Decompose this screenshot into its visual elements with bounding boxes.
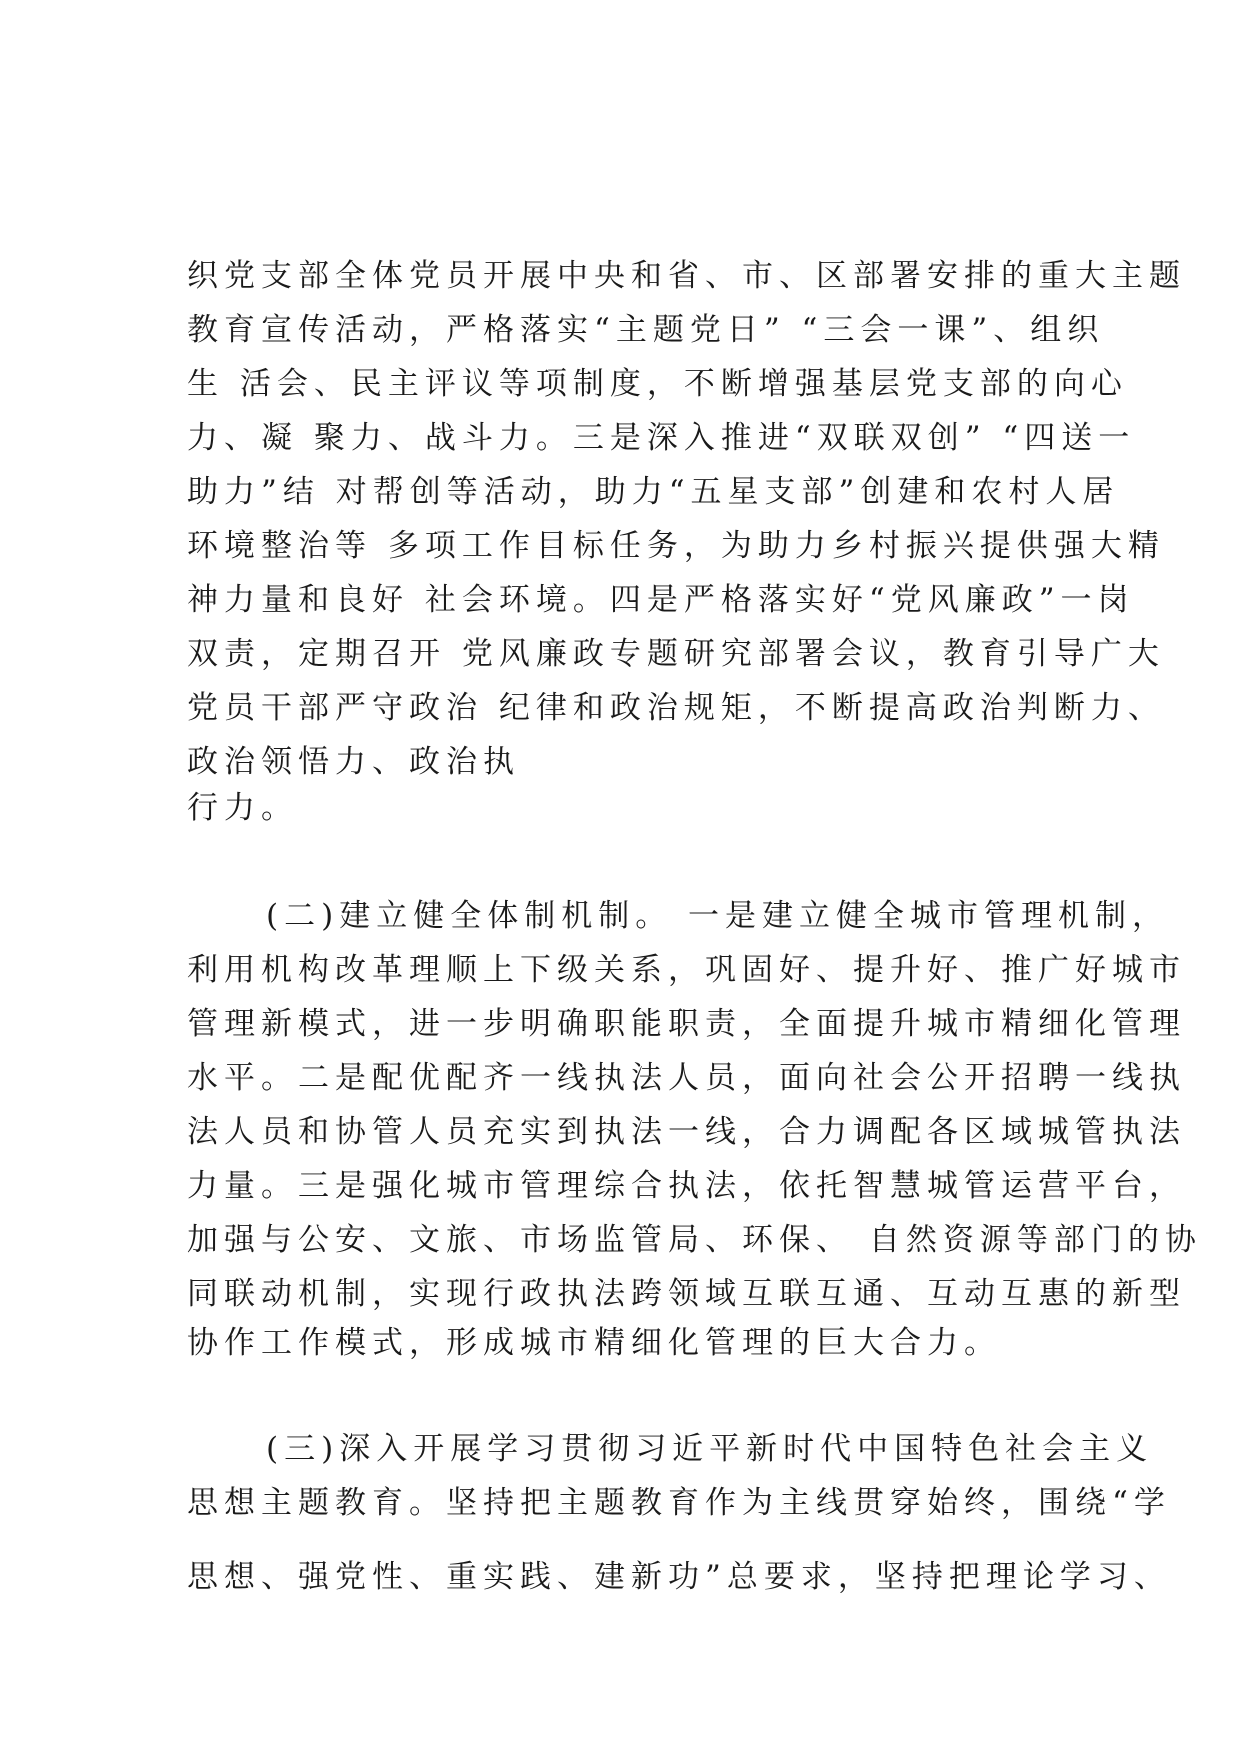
paragraph-1-line: 力、凝 聚力、战斗力。三是深入推进“双联双创” “四送一	[187, 420, 1136, 456]
paragraph-2-tail	[187, 1316, 1067, 1370]
paragraph-3-line: 思想主题教育。坚持把主题教育作为主线贯穿始终，围绕“学	[187, 1485, 1171, 1521]
paragraph-1-line: 政治领悟力、政治执	[187, 744, 520, 780]
paragraph-2-line: 法人员和协管人员充实到执法一线，合力调配各区域城管执法	[187, 1114, 1186, 1150]
paragraph-1-line: 神力量和良好 社会环境。四是严格落实好“党风廉政”一岗	[187, 582, 1135, 618]
paragraph-1-line: 生 活会、民主评议等项制度，不断增强基层党支部的向心	[187, 366, 1128, 402]
paragraph-2-line: 加强与公安、文旅、市场监管局、环保、 自然资源等部门的协	[187, 1222, 1202, 1258]
paragraph-1-line: 行力。	[187, 790, 298, 826]
paragraph-1-line: 教育宣传活动，严格落实“主题党日” “三会一课”、组织	[187, 312, 1105, 348]
paragraph-2-line: 同联动机制，实现行政执法跨领域互联互通、互动互惠的新型	[187, 1276, 1186, 1312]
paragraph-3	[187, 1422, 1171, 1530]
paragraph-1	[187, 249, 1186, 789]
paragraph-1-line: 党员干部严守政治 纪律和政治规矩，不断提高政治判断力、	[187, 690, 1165, 726]
paragraph-2-first-line: (二)建立健全体制机制。 一是建立健全城市管理机制，	[266, 898, 1170, 934]
paragraph-1-line: 助力”结 对帮创等活动，助力“五星支部”创建和农村人居	[187, 474, 1120, 510]
paragraph-2-line: 管理新模式，进一步明确职能职责，全面提升城市精细化管理	[187, 1006, 1186, 1042]
paragraph-3-first-line: (三)深入开展学习贯彻习近平新时代中国特色社会主义	[266, 1431, 1154, 1467]
paragraph-2	[187, 889, 1202, 1321]
paragraph-1-line: 织党支部全体党员开展中央和省、市、区部署安排的重大主题	[187, 258, 1186, 294]
paragraph-3-line: 思想、强党性、重实践、建新功”总要求，坚持把理论学习、	[187, 1559, 1171, 1595]
paragraph-2-line: 水平。二是配优配齐一线执法人员，面向社会公开招聘一线执	[187, 1060, 1186, 1096]
paragraph-3-tail	[187, 1550, 1171, 1604]
paragraph-2-line: 利用机构改革理顺上下级关系，巩固好、提升好、推广好城市	[187, 952, 1186, 988]
paragraph-2-line: 协作工作模式，形成城市精细化管理的巨大合力。	[187, 1325, 1001, 1361]
paragraph-1-line: 双责，定期召开 党风廉政专题研究部署会议，教育引导广大	[187, 636, 1165, 672]
paragraph-1-tail	[187, 781, 1067, 835]
paragraph-1-line: 环境整治等 多项工作目标任务，为助力乡村振兴提供强大精	[187, 528, 1165, 564]
paragraph-2-line: 力量。三是强化城市管理综合执法，依托智慧城管运营平台，	[187, 1168, 1186, 1204]
